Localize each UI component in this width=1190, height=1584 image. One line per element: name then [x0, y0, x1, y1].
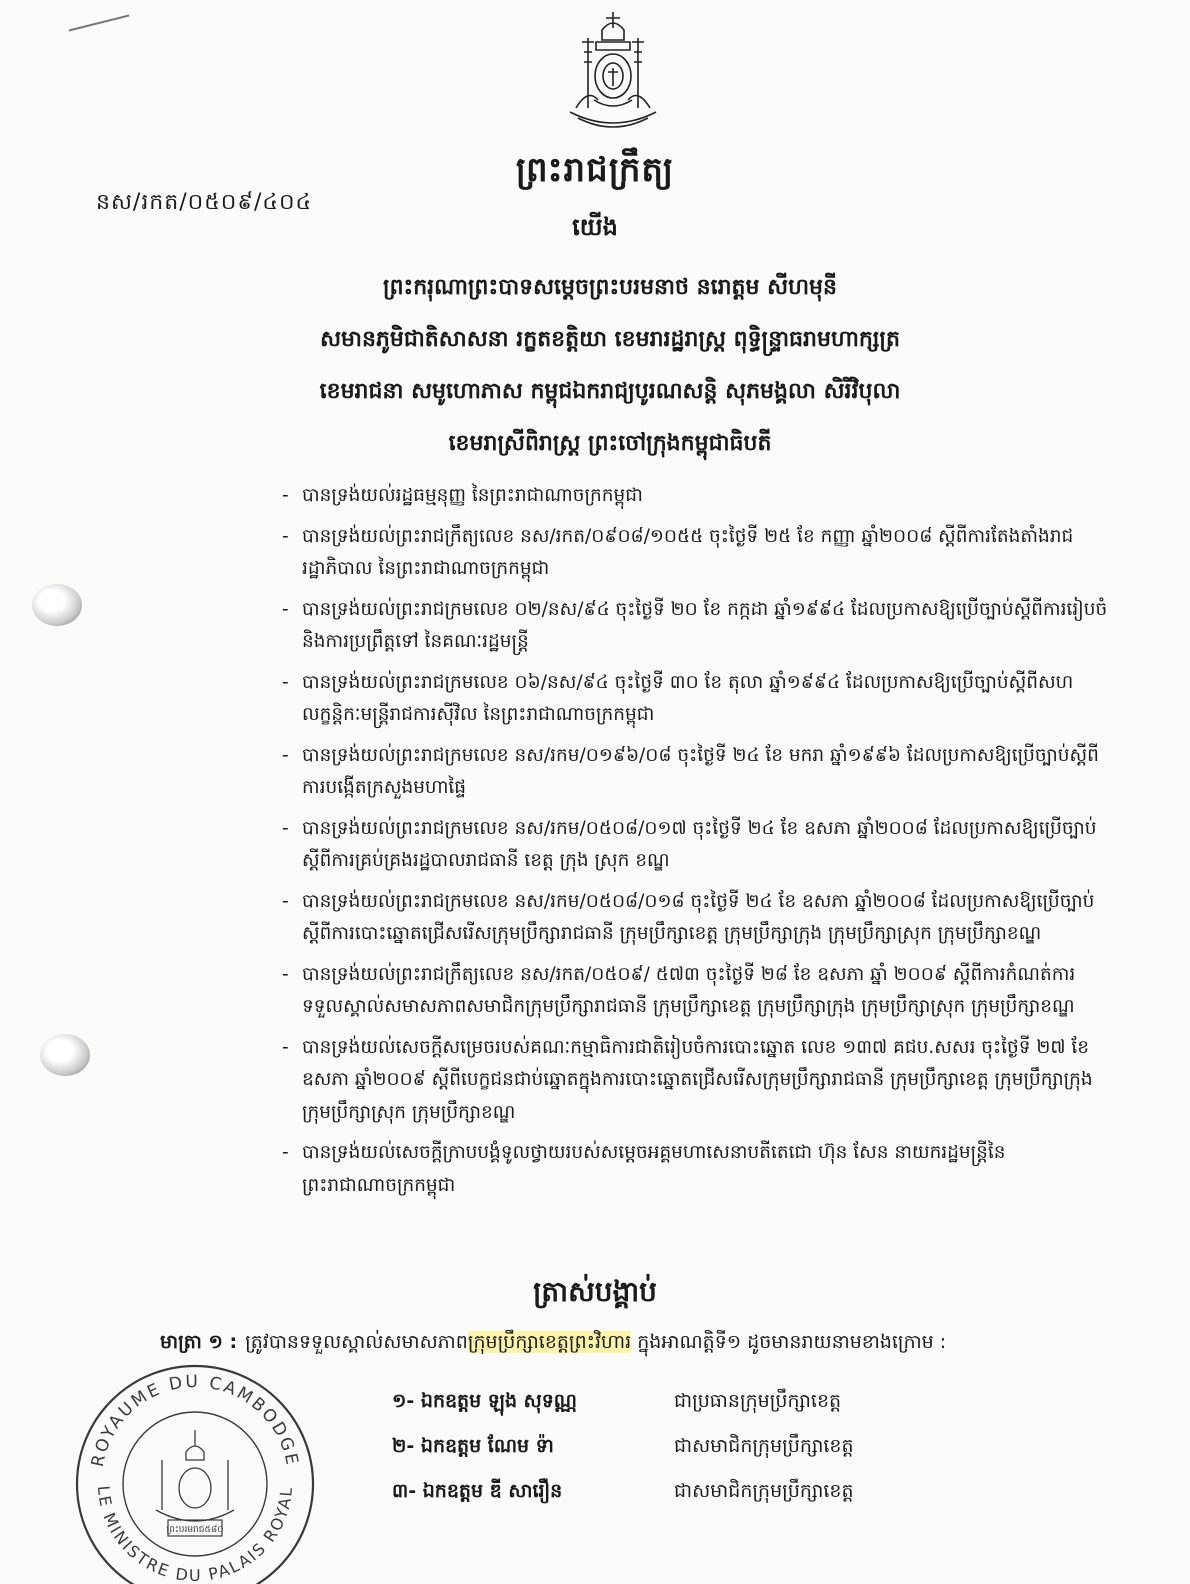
punch-hole-top: [32, 584, 82, 626]
member-role: ជាសមាជិកក្រុមប្រឹក្សាខេត្ត: [674, 1479, 854, 1502]
svg-text:ROYAUME DU CAMBODGE: [88, 1372, 302, 1469]
article-text: ត្រូវបានទទួលស្គាល់សមាសភាព: [245, 1331, 468, 1353]
member-row: [392, 1425, 952, 1470]
acknowledgement-item: - បានទ្រង់យល់ព្រះរាជក្រមលេខ នស/រកម/០៥០៨/០១៧ ចុះថ្ងៃទី ២៤ ខែ ឧសភា ឆ្នាំ២០០៨ ដែលប្រកាសឱ្យប្រើច្បាប់ស្តីពីការគ្រប់គ្រងរដ្ឋបាលរាជធានី ខេត្ត ក្រុង ស្រុក ខណ្ឌ: [280, 813, 1115, 878]
article-label: មាត្រា ១ :: [160, 1331, 238, 1353]
acknowledgement-item: - បានទ្រង់យល់ព្រះរាជក្រមលេខ ០២/នស/៩៤ ចុះថ្ងៃទី ២០ ខែ កក្កដា ឆ្នាំ១៩៩៤ ដែលប្រកាសឱ្យប្រើច្បាប់ស្តីពីការរៀបចំ និងការប្រព្រឹត្តទៅ នៃគណៈរដ្ឋមន្ត្រី: [280, 594, 1115, 659]
stamp-bottom-text: LE MINISTRE DU PALAIS ROYAL: [93, 1484, 297, 1584]
king-title-line: សមានភូមិជាតិសាសនា រក្ខតខត្តិយា ខេមរារដ្ឋរាស្ត្រ ពុទ្ធិន្ទ្រាធរាមហាក្សត្រ: [320, 327, 900, 352]
acknowledgement-item: - បានទ្រង់យល់ព្រះរាជក្រមលេខ នស/រកម/០១៩៦/០៨ ចុះថ្ងៃទី ២៤ ខែ មករា ឆ្នាំ១៩៩៦ ដែលប្រកាសឱ្យប្រើច្បាប់ស្តីពីការបង្កើតក្រសួងមហាផ្ទៃ: [280, 740, 1115, 805]
acknowledgement-item: - បានទ្រង់យល់ព្រះរាជក្រឹត្យលេខ នស/រកត/០៥០៩/ ៥៧៣ ចុះថ្ងៃទី ២៨ ខែ ឧសភា ឆ្នាំ ២០០៩ ស្តីពីការកំណត់ការទទួលស្គាល់សមាសភាពសមាជិកក្រុមប្រឹក្សារាជធានី ក្រុមប្រឹក្សាខេត្ត ក្រុមប្រឹក្សាក្រុង ក្រុមប្រឹក្សាស្រុក ក្រុមប្រឹក្សាខណ្ឌ: [280, 959, 1115, 1024]
king-title-line: ព្រះករុណាព្រះបាទសម្តេចព្រះបរមនាថ នរោត្តម សីហមុនី: [383, 275, 837, 300]
punch-hole-bottom: [40, 1034, 90, 1076]
highlighted-council-name: ក្រុមប្រឹក្សាខេត្តព្រះវិហារ: [467, 1331, 632, 1353]
member-name: ១- ឯកឧត្តម ឡុង សុទណ្ណ: [392, 1389, 577, 1412]
member-list: [392, 1380, 952, 1515]
acknowledgement-item: - បានទ្រង់យល់រដ្ឋធម្មនុញ្ញ នៃព្រះរាជាណាចក្រកម្ពុជា: [280, 480, 1115, 513]
king-title-line: ខេមរាស្រីពិរាស្ត្រ ព្រះចៅក្រុងកម្ពុជាធិបតី: [448, 431, 772, 456]
member-role: ជាសមាជិកក្រុមប្រឹក្សាខេត្ត: [674, 1434, 854, 1457]
article-1: [160, 1330, 946, 1358]
acknowledgement-item: - បានទ្រង់យល់សេចក្តីក្រាបបង្គំទូលថ្វាយរបស់សម្តេចអគ្គមហាសេនាបតីតេជោ ហ៊ុន សែន នាយករដ្ឋមន្ត្រីនៃព្រះរាជាណាចក្រកម្ពុជា: [280, 1137, 1115, 1202]
acknowledgement-list: [280, 480, 1115, 1210]
royal-emblem-icon: [558, 8, 668, 130]
royal-palace-stamp-icon: [70, 1360, 320, 1584]
member-row: [392, 1380, 952, 1425]
acknowledgement-item: - បានទ្រង់យល់សេចក្តីសម្រេចរបស់គណៈកម្មាធិការជាតិរៀបចំការបោះឆ្នោត លេខ ១៣៧ គជប.សសរ ចុះថ្ងៃទី ២៧ ខែ ឧសភា ឆ្នាំ២០០៩ ស្តីពីបេក្ខជនជាប់ឆ្នោតក្នុងការបោះឆ្នោតជ្រើសរើសក្រុមប្រឹក្សារាជធានី ក្រុមប្រឹក្សាខេត្ត ក្រុមប្រឹក្សាក្រុង ក្រុមប្រឹក្សាស្រុក ក្រុមប្រឹក្សាខណ្ឌ: [280, 1032, 1115, 1130]
king-title-line: ខេមរាជនា សមូហោភាស កម្ពុជឯករាជ្យបូរណសន្តិ សុភមង្គលា សិរីវិបុលា: [319, 379, 901, 404]
king-title-block: [200, 262, 1020, 470]
acknowledgement-item: - បានទ្រង់យល់ព្រះរាជក្រមលេខ ០៦/នស/៩៤ ចុះថ្ងៃទី ៣០ ខែ តុលា ឆ្នាំ១៩៩៤ ដែលប្រកាសឱ្យប្រើច្បាប់ស្តីពីសហលក្ខន្តិកៈមន្ត្រីរាជការស៊ីវិល នៃព្រះរាជាណាចក្រកម្ពុជា: [280, 667, 1115, 732]
acknowledgement-item: - បានទ្រង់យល់ព្រះរាជក្រឹត្យលេខ នស/រកត/០៩០៨/១០៥៥ ចុះថ្ងៃទី ២៥ ខែ កញ្ញា ឆ្នាំ២០០៨ ស្តីពីការតែងតាំងរាជរដ្ឋាភិបាល នៃព្រះរាជាណាចក្រកម្ពុជា: [280, 521, 1115, 586]
stamp-number: ព្រះបរមរាជ៥៨០: [166, 1525, 224, 1535]
decree-heading: ត្រាស់បង្គាប់: [533, 1275, 657, 1308]
member-role: ជាប្រធានក្រុមប្រឹក្សាខេត្ត: [674, 1389, 842, 1412]
reference-number: នស/រកត/០៥០៩/៤០៤: [96, 190, 313, 215]
acknowledgement-item: - បានទ្រង់យល់ព្រះរាជក្រមលេខ នស/រកម/០៥០៨/០១៨ ចុះថ្ងៃទី ២៤ ខែ ឧសភា ឆ្នាំ២០០៨ ដែលប្រកាសឱ្យប្រើច្បាប់ស្តីពីការបោះឆ្នោតជ្រើសរើសក្រុមប្រឹក្សារាជធានី ក្រុមប្រឹក្សាខេត្ត ក្រុមប្រឹក្សាក្រុង ក្រុមប្រឹក្សាស្រុក ក្រុមប្រឹក្សាខណ្ឌ: [280, 886, 1115, 951]
document-title: ព្រះរាជក្រឹត្យ: [515, 150, 675, 190]
pen-mark: [69, 15, 130, 32]
article-text-end: ក្នុងអាណត្តិទី១ ដូចមានរាយនាមខាងក្រោម :: [631, 1331, 947, 1353]
member-name: ៣- ឯកឧត្តម ឌី សារឿន: [392, 1479, 563, 1502]
stamp-top-text: ROYAUME DU CAMBODGE: [87, 1371, 303, 1469]
member-row: [392, 1470, 952, 1515]
we-heading: យើង: [572, 213, 618, 241]
member-name: ២- ឯកឧត្តម ណែម ទ៉ា: [392, 1434, 554, 1457]
